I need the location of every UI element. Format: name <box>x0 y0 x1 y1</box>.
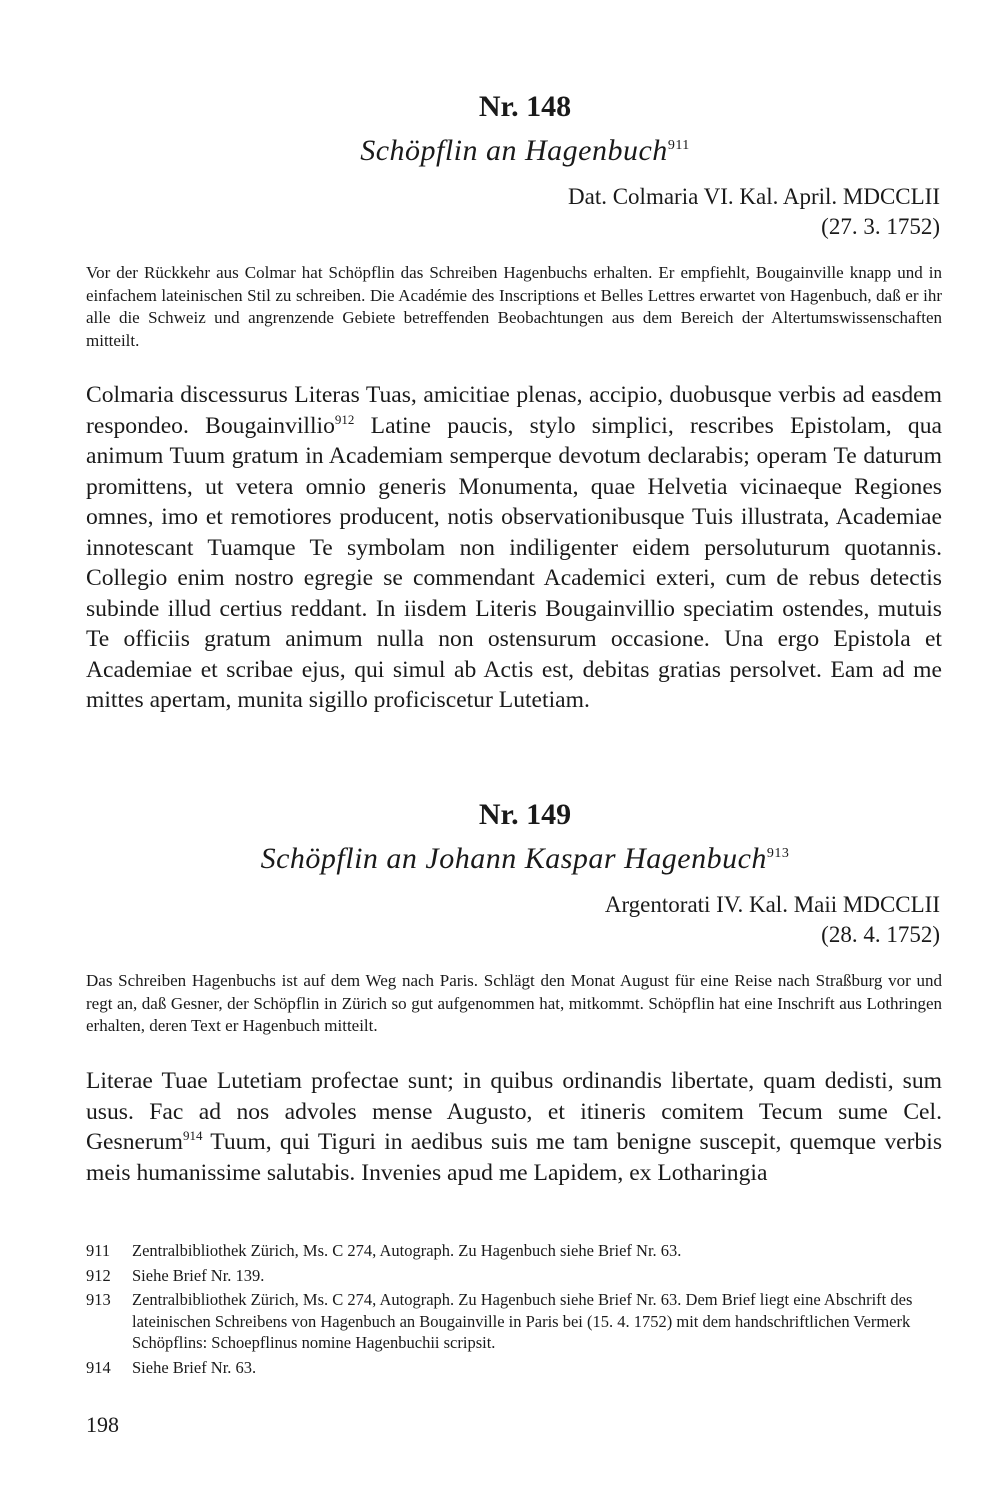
footnote-number: 913 <box>86 1290 111 1309</box>
letter-149-title <box>0 842 1000 876</box>
letter-149-title-footnote-ref: 913 <box>766 846 790 861</box>
letter-149-date-latin: Argentorati IV. Kal. Maii MDCCLII <box>604 892 940 917</box>
letter-148-title-text: Schöpflin an Hagenbuch <box>360 134 668 167</box>
letter-149-date-modern: (28. 4. 1752) <box>821 922 940 947</box>
letter-148-date-modern: (27. 3. 1752) <box>821 214 940 239</box>
page-number: 198 <box>86 1412 119 1437</box>
letter-148-dateline <box>568 182 940 242</box>
letter-148-number: Nr. 148 <box>478 90 572 123</box>
letter-149-body <box>86 1066 942 1188</box>
letter-149-body-part2: Tuum, qui Tiguri in aedibus suis me tam benigne suscepit, quemque verbis meis humanissime salutabis. Invenies apud me Lapidem, ex Lotharingia <box>86 1129 942 1186</box>
letter-149-summary: Das Schreiben Hagenbuchs ist auf dem Weg nach Paris. Schlägt den Monat August für eine Reise nach Straßburg vor und regt an, daß Gesner, der Schöpflin in Zürich so gut aufgenommen hat, mitkommt. Schöpflin hat eine Inschrift aus Lothringen erhalten, deren Text er Hagenbuch mitteilt. <box>86 971 942 1036</box>
letter-149-dateline <box>605 890 940 950</box>
letter-148-body-part1: Colmaria discessurus Literas Tuas, amicitiae plenas, accipio, duobusque verbis ad easdem respondeo. Bougainvillio <box>86 382 942 439</box>
letter-148-body-part2: Latine paucis, stylo simplici, rescribes Epistolam, qua animum Tuum gratum in Academiam semperque devotum declarabis; operam Te daturum promittens, ut vetera omnio generis Monumenta, quae Helvetia vicinaeque Regiones omnes, imo et remotiores producent, notis observationibusque Tuis illustrata, Academiae innotescant Tuamque Te symbolam non indiligenter eidem persoluturum quotannis. Collegio enim nostro egregie se commendant Academici exteri, cum de rebus detectis subinde illud certius reddant. In iisdem Literis Bougainvillio speciatim ostendes, mutuis Te officiis gratum animum nulla non ostensurum occasione. Una ergo Epistola et Academiae et scribae ejus, qui simul ab Actis est, debitas gratias persolvet. Eam ad me mittes apertam, munita sigillo proficiscetur Lutetiam. <box>86 412 942 713</box>
footnote-text: Zentralbibliothek Zürich, Ms. C 274, Autograph. Zu Hagenbuch siehe Brief Nr. 63. Dem Brief liegt eine Abschrift des lateinischen Schreibens von Hagenbuch an Bougainville in Paris bei (15. 4. 1752) mit dem handschriftlichen Vermerk Schöpflins: Schoepflinus nomine Hagenbuchii scripsit. <box>132 1290 913 1352</box>
footnote-number: 911 <box>86 1241 111 1260</box>
footnote-text: Siehe Brief Nr. 63. <box>132 1357 257 1377</box>
footnote <box>86 1240 946 1262</box>
footnote <box>86 1289 946 1354</box>
footnote-text: Siehe Brief Nr. 139. <box>132 1265 265 1285</box>
letter-148-summary: Vor der Rückkehr aus Colmar hat Schöpflin das Schreiben Hagenbuchs erhalten. Er empfiehlt, Bougainville knapp und in einfachem lateinischen Stil zu schreiben. Die Académie des Inscriptions et Belles Lettres erwartet von Hagenbuch, daß er ihr alle die Schweiz und angrenzende Gebiete betreffenden Beobachtungen aus dem Bereich der Altertumswissenschaften mitteilt. <box>86 263 942 350</box>
letter-149-body-part1: Literae Tuae Lutetiam profectae sunt; in quibus ordinandis libertate, quam dedisti, sum usus. Fac ad nos advoles mense Augusto, et itineris comitem Tecum sume Cel. Gesnerum <box>86 1068 942 1155</box>
footnote <box>86 1265 946 1287</box>
letter-148-body-footnote-ref: 912 <box>334 411 355 427</box>
letter-148-title-footnote-ref: 911 <box>667 138 690 153</box>
footnote-text: Zentralbibliothek Zürich, Ms. C 274, Autograph. Zu Hagenbuch siehe Brief Nr. 63. <box>132 1241 682 1260</box>
letter-148-title <box>0 134 1000 168</box>
letter-149-body-footnote-ref: 914 <box>182 1128 203 1144</box>
letter-149-title-text: Schöpflin an Johann Kaspar Hagenbuch <box>260 842 767 875</box>
letter-149-number: Nr. 149 <box>478 798 572 831</box>
footnote-number: 914 <box>86 1357 111 1377</box>
letter-148-body <box>86 380 942 716</box>
footnotes <box>86 1240 946 1381</box>
footnote <box>86 1357 946 1379</box>
footnote-number: 912 <box>86 1265 111 1285</box>
letter-148-date-latin: Dat. Colmaria VI. Kal. April. MDCCLII <box>568 184 940 209</box>
